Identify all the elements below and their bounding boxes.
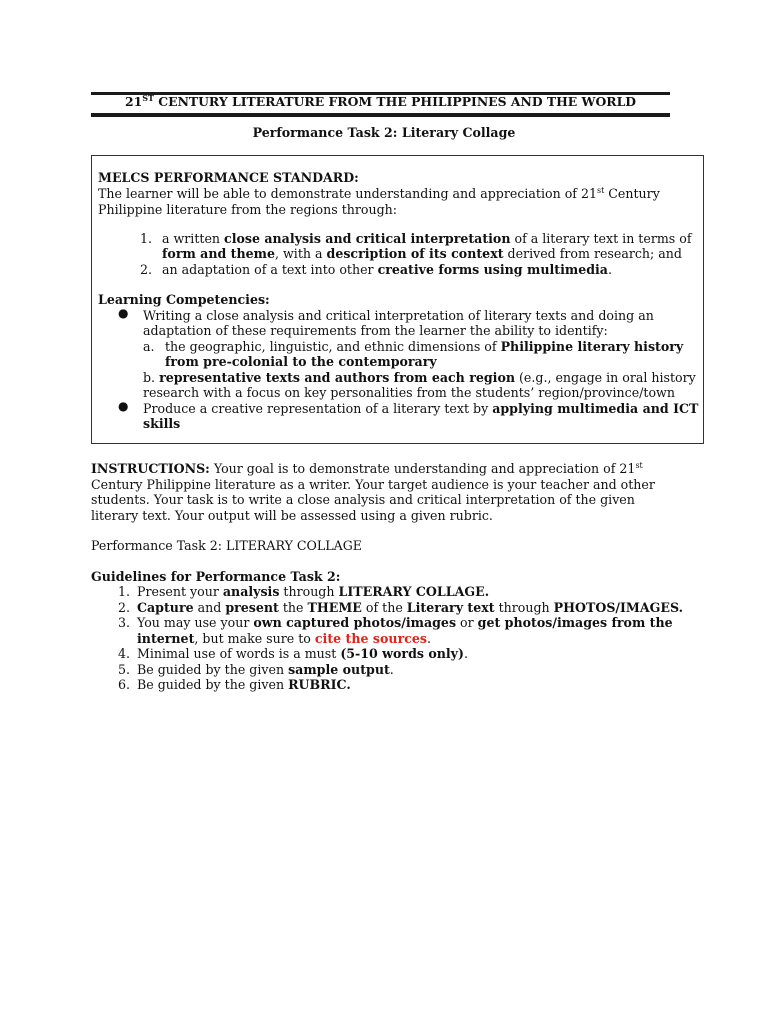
page-subtitle: Performance Task 2: Literary Collage	[252, 125, 516, 140]
guideline-number-6: 6.	[118, 677, 131, 692]
title-prefix: 21	[124, 94, 143, 109]
instructions-line-1: INSTRUCTIONS: Your goal is to demonstrate understanding and appreciation of 21st	[91, 461, 643, 476]
sub-item-b: b. representative texts and authors from each region (e.g., engage in oral history	[143, 370, 696, 385]
guideline-3-continued: internet, but make sure to cite the sources.	[137, 631, 431, 646]
competency-1-line-2: adaptation of these requirements from the learner the ability to identify:	[143, 323, 608, 338]
competency-1-line-1: Writing a close analysis and critical interpretation of literary texts and doing an	[143, 308, 654, 323]
task-line: Performance Task 2: LITERARY COLLAGE	[91, 538, 362, 553]
guideline-4: Minimal use of words is a must (5-10 words only).	[137, 646, 468, 661]
guidelines-heading: Guidelines for Performance Task 2:	[91, 569, 341, 584]
cite-sources-highlight: cite the sources	[314, 631, 427, 646]
competencies-heading: Learning Competencies:	[98, 292, 270, 307]
melcs-item-2: an adaptation of a text into other creative forms using multimedia.	[162, 262, 612, 277]
guideline-number-4: 4.	[118, 646, 131, 661]
melcs-item-number-1: 1.	[140, 231, 153, 246]
guideline-6: Be guided by the given RUBRIC.	[137, 677, 351, 692]
guideline-number-3: 3.	[118, 615, 131, 630]
bullet-icon: ●	[118, 399, 129, 413]
document-title	[91, 93, 670, 111]
instructions-line-4: literary text. Your output will be assessed using a given rubric.	[91, 508, 493, 523]
sub-item-a-continued: from pre-colonial to the contemporary	[165, 354, 437, 369]
guideline-2: Capture and present the THEME of the Literary text through PHOTOS/IMAGES.	[137, 600, 684, 615]
guideline-number-5: 5.	[118, 662, 131, 677]
sub-item-a: the geographic, linguistic, and ethnic dimensions of Philippine literary history	[165, 339, 684, 354]
instructions-line-3: students. Your task is to write a close analysis and critical interpretation of the given	[91, 492, 635, 507]
guideline-5: Be guided by the given sample output.	[137, 662, 394, 677]
bullet-icon: ●	[118, 306, 129, 320]
title-superscript: ST	[142, 93, 154, 103]
instructions-line-2: Century Philippine literature as a writer. Your target audience is your teacher and other	[91, 477, 655, 492]
title-text: CENTURY LITERATURE FROM THE PHILIPPINES AND THE WORLD	[153, 94, 637, 109]
melcs-item-number-2: 2.	[140, 262, 153, 277]
sub-item-a-label: a.	[143, 339, 155, 354]
melcs-heading: MELCS PERFORMANCE STANDARD:	[98, 170, 359, 185]
sub-item-b-continued: research with a focus on key personalities from the students’ region/province/town	[143, 385, 675, 400]
melcs-item-1: a written close analysis and critical interpretation of a literary text in terms of	[162, 231, 692, 246]
competency-2-line-2: skills	[143, 416, 181, 431]
guideline-number-1: 1.	[118, 584, 131, 599]
header-rule-bottom	[91, 113, 670, 117]
guideline-3: You may use your own captured photos/images or get photos/images from the	[137, 615, 673, 630]
guideline-1: Present your analysis through LITERARY COLLAGE.	[137, 584, 490, 599]
melcs-line-2: Philippine literature from the regions through:	[98, 202, 397, 217]
competency-2-line-1: Produce a creative representation of a literary text by applying multimedia and ICT	[143, 401, 699, 416]
guideline-number-2: 2.	[118, 600, 131, 615]
melcs-item-1-continued: form and theme, with a description of its context derived from research; and	[162, 246, 682, 261]
melcs-line-1: The learner will be able to demonstrate understanding and appreciation of 21st Century	[98, 186, 660, 201]
